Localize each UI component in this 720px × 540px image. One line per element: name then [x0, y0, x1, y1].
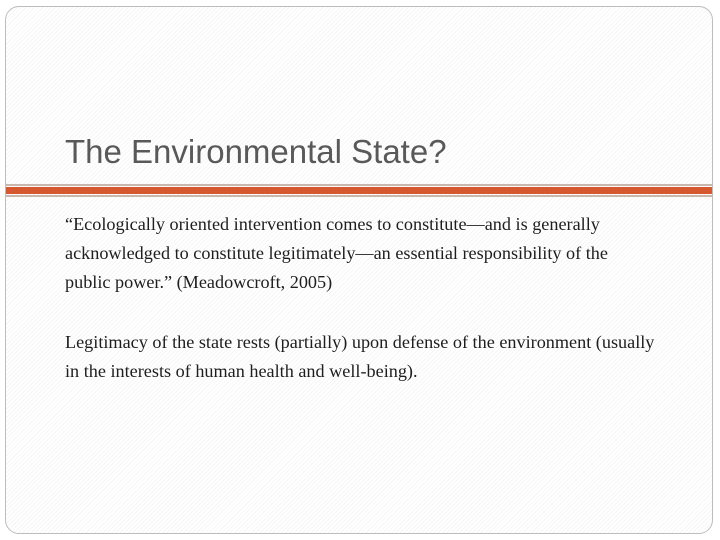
legitimacy-paragraph: Legitimacy of the state rests (partially) upon defense of the environment (usually in the interests of human health and well-being).	[65, 332, 655, 381]
slide-title: The Environmental State?	[65, 133, 447, 170]
slide-body	[65, 210, 655, 386]
title-divider-accent	[6, 187, 712, 194]
quote-paragraph: “Ecologically oriented intervention comes to constitute—and is generally acknowledged to constitute legitimately—an essential responsibility of the public power.” (Meadowcroft, 2005)	[65, 214, 608, 292]
title-divider-thin-top	[6, 184, 712, 186]
slide-frame	[5, 6, 713, 534]
title-divider-thin-bottom	[6, 195, 712, 197]
